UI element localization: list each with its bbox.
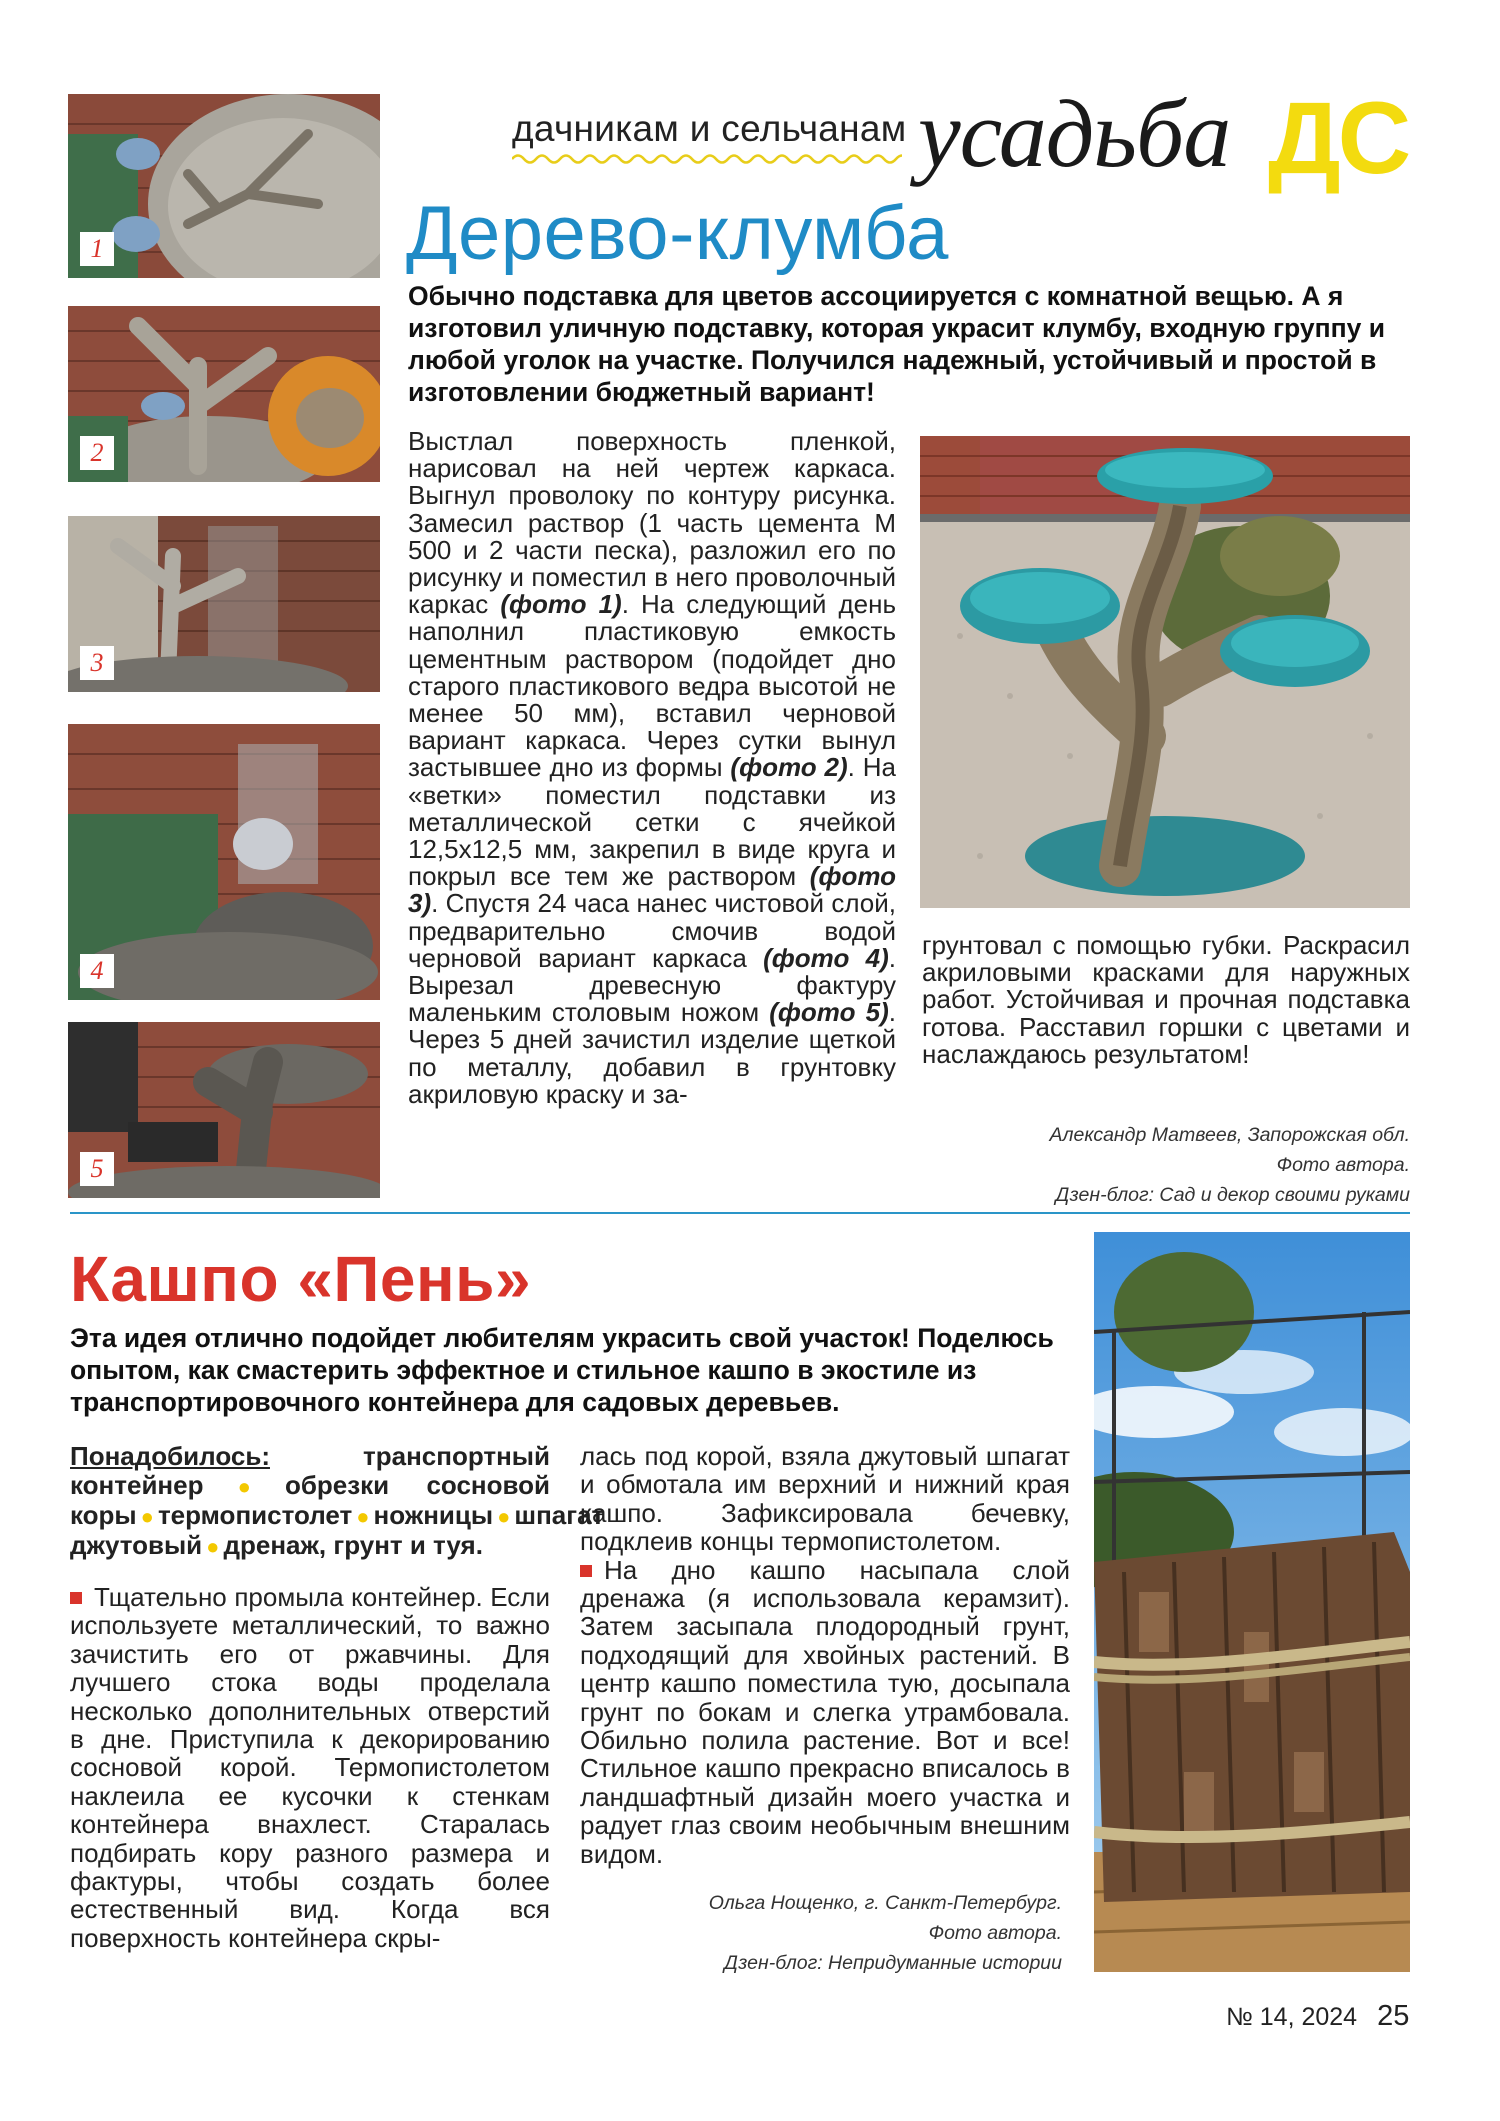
materials-list <box>70 1441 605 1561</box>
photo-reference: (фото 5) <box>769 997 889 1028</box>
photo-credit: Фото автора. <box>1276 1154 1410 1176</box>
photo-reference: (фото 1) <box>500 589 622 620</box>
paragraph: На дно кашпо насыпала слой дренажа (я использовала керамзит). Затем засыпала плодородный грунт, подходящий для хвойных растений. В центр кашпо поместила тую, досыпала грунт по бокам и слегка утрамбовала. Обильно полила растение. Вот и все! Стильное кашпо прекрасно вписалось в ландшафтный дизайн моего участка и радует глаз своим необычным внешним видом. <box>580 1554 1070 1869</box>
photo-step-2 <box>68 306 380 482</box>
article-title: Кашпо «Пень» <box>70 1243 532 1315</box>
materials-heading: Понадобилось: <box>70 1441 270 1471</box>
article-credits <box>1050 1120 1411 1210</box>
photo-step-3 <box>68 516 380 692</box>
article-title: Дерево-клумба <box>406 191 949 276</box>
blog-credit: Дзен-блог: Непридуманные истории <box>724 1952 1062 1974</box>
photo-number: 1 <box>80 232 114 266</box>
material-item: транспортный контейнер <box>70 1441 550 1500</box>
bullet-dot-icon: ● <box>207 1474 281 1499</box>
photo-reference: (фото 2) <box>730 752 848 783</box>
bullet-dot-icon: ● <box>140 1504 154 1529</box>
section-divider <box>70 1212 1410 1214</box>
article-body-column-1 <box>408 428 896 1108</box>
author-name: Ольга Нощенко, г. Санкт-Петербург. <box>708 1892 1062 1914</box>
photo-number: 5 <box>80 1152 114 1186</box>
square-bullet-icon <box>70 1592 82 1604</box>
bullet-dot-icon: ● <box>497 1504 511 1529</box>
section-subtitle: дачникам и сельчанам <box>512 108 907 149</box>
photo-tree-planter <box>920 436 1410 908</box>
material-item: шпагат джутовый <box>70 1500 605 1560</box>
material-item: дренаж, грунт и туя. <box>223 1530 483 1560</box>
decorative-wave <box>512 152 902 166</box>
article-body-column-2: грунтовал с помощью губки. Раскрасил акриловыми красками для наружных работ. Устойчивая и прочная подставка готова. Расставил горшки с цветами и наслаждаюсь результатом! <box>922 930 1410 1069</box>
article-lead: Эта идея отлично подойдет любителям украсить свой участок! Поделюсь опытом, как смастерить эффектное и стильное кашпо в экостиле из транспортировочного контейнера для садовых деревьев. <box>70 1323 1054 1417</box>
section-title: усадьба <box>918 80 1231 187</box>
photo-credit: Фото автора. <box>928 1922 1062 1944</box>
photo-stump-planter <box>1094 1232 1410 1972</box>
issue-number: № 14, 2024 <box>1226 2003 1358 2031</box>
blog-credit: Дзен-блог: Сад и декор своими руками <box>1055 1184 1410 1206</box>
bullet-dot-icon: ● <box>206 1534 220 1559</box>
square-bullet-icon <box>580 1565 592 1577</box>
paragraph: лась под корой, взяла джутовый шпагат и обмотала им верхний и нижний края кашпо. Зафиксировала бечевку, подклеив концы термопистолетом. <box>580 1441 1070 1557</box>
page-footer <box>1226 2000 1409 2033</box>
brand-logo: ДС <box>1268 81 1409 195</box>
photo-reference: (фото 4) <box>763 942 889 973</box>
article-lead: Обычно подставка для цветов ассоциируется с комнатной вещью. А я изготовил уличную подставку, которая украсит клумбу, входную группу и любой уголок на участке. Получился надежный, устойчивый и простой в изготовлении бюджетный вариант! <box>408 281 1385 407</box>
photo-step-5 <box>68 1022 380 1198</box>
bullet-dot-icon: ● <box>356 1504 370 1529</box>
material-item: термопистолет <box>157 1500 353 1530</box>
author-name: Александр Матвеев, Запорожская обл. <box>1049 1124 1410 1146</box>
photo-step-1 <box>68 94 380 278</box>
photo-number: 2 <box>80 436 114 470</box>
material-item: обрезки сосновой коры <box>70 1470 550 1530</box>
paragraph: Тщательно промыла контейнер. Если используете металлический, то важно зачистить его от ржавчины. Для лучшего стока воды проделала несколько дополнительных отверстий в дне. Приступила к декорированию сосновой корой. Термопистолетом наклеила ее кусочки к стенкам контейнера внахлест. Старалась подбирать кору разного размера и фактуры, чтобы создать более естественный вид. Когда вся поверхность контейнера скры- <box>70 1582 550 1953</box>
photo-step-4 <box>68 724 380 1000</box>
article-body-column-1 <box>70 1441 605 1953</box>
article-credits <box>560 1888 1062 1978</box>
material-item: ножницы <box>373 1500 494 1530</box>
article-body-text: Выстлал поверхность пленкой, нарисовал на ней чертеж каркаса. Выгнул проволоку по контуру рисунка. Замесил раствор (1 часть цемента М 500 и 2 части песка), разложил его по рисунку и поместил в него проволочный каркас (фото 1). На следующий день наполнил пластиковую емкость цементным раствором (подойдет дно старого пластикового ведра высотой не менее 50 мм), вставил черновой вариант каркаса. Через сутки вынул застывшее дно из формы (фото 2). На «ветки» поместил подставки из металлической сетки с ячейкой 12,5х12,5 мм, закрепил в виде круга и покрыл все тем же раствором (фото 3). Спустя 24 часа нанес чистовой слой, предварительно смочив водой черновой вариант каркаса (фото 4). Вырезал древесную фактуру маленьким столовым ножом (фото 5). Через 5 дней зачистил изделие щеткой по металлу, добавил в грунтовку акриловую краску и за- <box>408 426 897 1109</box>
photo-number: 4 <box>80 954 114 988</box>
article-body-column-2 <box>580 1442 1070 1868</box>
photo-reference: (фото 3) <box>408 861 896 919</box>
photo-number: 3 <box>80 646 114 680</box>
page-number: 25 <box>1377 2000 1410 2032</box>
